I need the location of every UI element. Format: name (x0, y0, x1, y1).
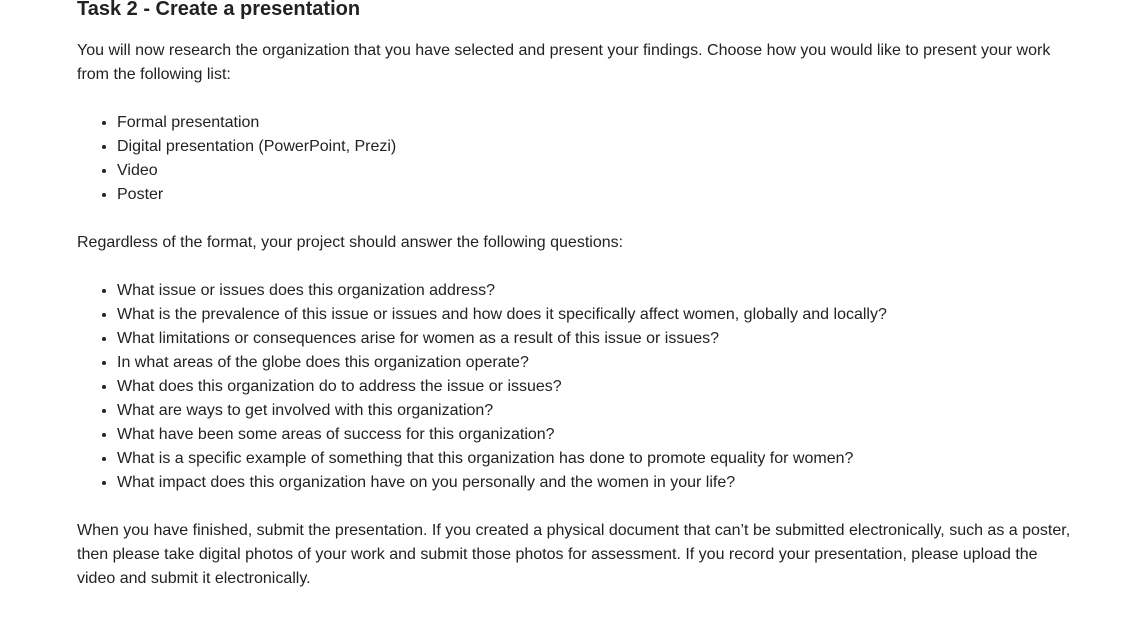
questions-intro: Regardless of the format, your project should answer the following questions: (77, 234, 624, 251)
question-list (77, 279, 1077, 495)
list-item: • What impact does this organization have on you personally and the women in your life? (117, 471, 1077, 495)
closing-paragraph: When you have finished, submit the presentation. If you created a physical document that can’t be submitted electronically, such as a poster, then please take digital photos of your work and submit those photos for assessment. If you record your presentation, please upload the video and submit it electronically. (77, 522, 1071, 587)
list-item: • In what areas of the globe does this organization operate? (117, 351, 1077, 375)
task-content (77, 0, 1077, 591)
format-list (77, 111, 1077, 207)
list-item: • Poster (117, 183, 1077, 207)
list-item: • What is the prevalence of this issue or issues and how does it specifically affect women, globally and locally? (117, 303, 1077, 327)
list-item: • What are ways to get involved with this organization? (117, 399, 1077, 423)
task-title: Task 2 - Create a presentation (77, 0, 361, 20)
list-item: • Formal presentation (117, 111, 1077, 135)
list-item: • Video (117, 159, 1077, 183)
list-item: • Digital presentation (PowerPoint, Prezi) (117, 135, 1077, 159)
list-item: • What is a specific example of something that this organization has done to promote equality for women? (117, 447, 1077, 471)
list-item: • What does this organization do to address the issue or issues? (117, 375, 1077, 399)
list-item: • What limitations or consequences arise for women as a result of this issue or issues? (117, 327, 1077, 351)
list-item: • What have been some areas of success for this organization? (117, 423, 1077, 447)
list-item: • What issue or issues does this organization address? (117, 279, 1077, 303)
task-intro: You will now research the organization that you have selected and present your findings. Choose how you would like to present your work from the following list: (77, 42, 1051, 83)
